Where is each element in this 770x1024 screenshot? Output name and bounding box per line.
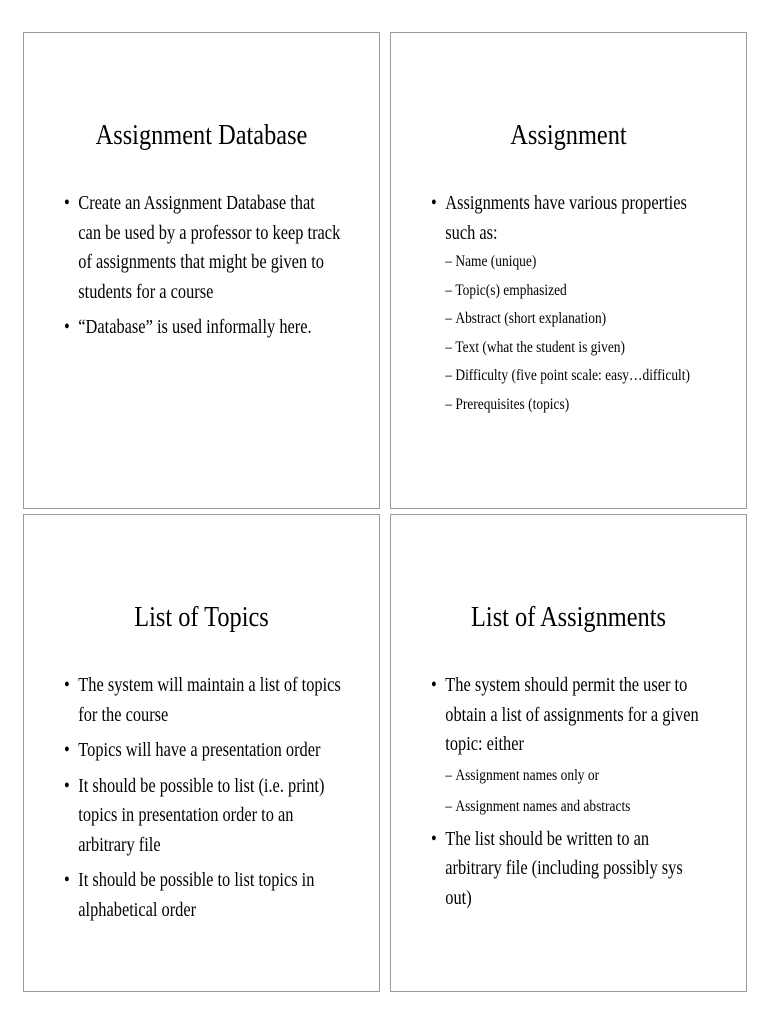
sub-item: – Name (unique) [431,248,708,277]
bullet-item: • Create an Assignment Database that can be used by a professor to keep track of assignments that might be given to students for a course [64,189,341,307]
bullet-item: • It should be possible to list (i.e. print) topics in presentation order to an arbitrary file [64,772,341,861]
slide-body [64,671,341,931]
sub-item: – Abstract (short explanation) [431,305,708,334]
bullet-item: • It should be possible to list topics in alphabetical order [64,866,341,925]
slide-assignment-database [23,32,380,509]
sub-item: – Prerequisites (topics) [431,391,708,420]
bullet-item: • The system will maintain a list of topics for the course [64,671,341,730]
bullet-item: • The list should be written to an arbitrary file (including possibly sys out) [431,825,708,914]
bullet-item: • “Database” is used informally here. [64,313,341,343]
slide-list-of-assignments [390,514,747,992]
slide-list-of-topics [23,514,380,992]
bullet-item: • Topics will have a presentation order [64,736,341,766]
sub-item: – Assignment names and abstracts [431,791,708,822]
slide-body [431,189,708,419]
bullet-item: • The system should permit the user to obtain a list of assignments for a given topic: either [431,671,708,760]
slide-assignment [390,32,747,509]
slide-title: Assignment [510,119,627,151]
slide-title: List of Assignments [471,601,666,633]
sub-item: – Topic(s) emphasized [431,277,708,306]
sub-item: – Assignment names only or [431,760,708,791]
slide-body [64,189,341,349]
slide-title: List of Topics [134,601,269,633]
sub-item: – Difficulty (five point scale: easy…difficult) [431,362,708,391]
slide-body [431,671,708,919]
slide-title: Assignment Database [95,119,308,151]
sub-item: – Text (what the student is given) [431,334,708,363]
bullet-item: • Assignments have various properties such as: [431,189,708,248]
